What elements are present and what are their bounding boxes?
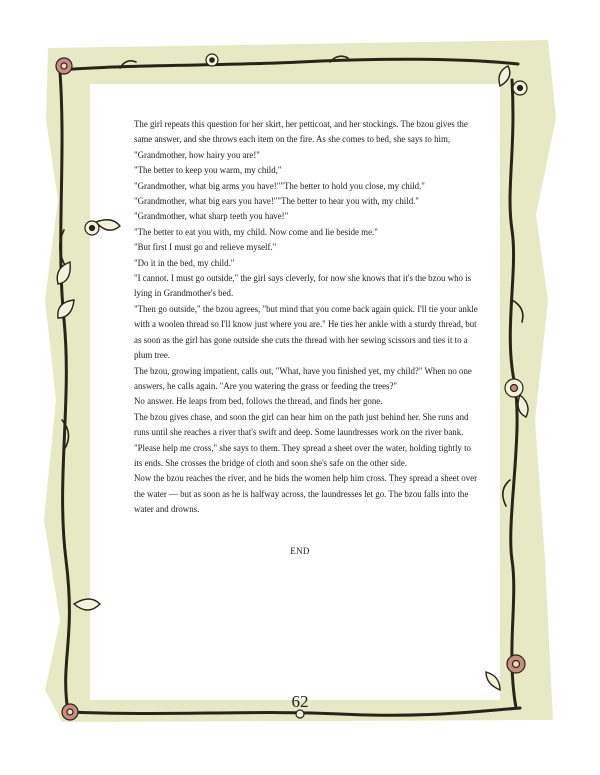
story-paragraph: Now the bzou reaches the river, and he bids the women help him cross. They spread a sheet over the water — but as soon as he is halfway across, the laundresses let go. The bzou falls into the water and drowns.: [134, 473, 478, 515]
story-paragraph: "Grandmother, what big ears you have!""The better to hear you with, my child.": [134, 196, 419, 207]
story-text: [134, 117, 480, 518]
story-paragraph: "Grandmother, what sharp teeth you have!": [134, 211, 289, 222]
story-paragraph: "Grandmother, what big arms you have!""The better to hold you close, my child.": [134, 180, 425, 191]
story-paragraph: "But first I must go and relieve myself.": [134, 242, 277, 253]
story-paragraph: "I cannot. I must go outside," the girl says cleverly, for now she knows that it's the bzou who is lying in Grandmother's bed.: [134, 273, 472, 299]
page-number: 62: [291, 692, 309, 711]
story-paragraph: No answer. He leaps from bed, follows the thread, and finds her gone.: [134, 396, 383, 407]
story-paragraph: The bzou, growing impatient, calls out, "What, have you finished yet, my child?" When no one answers, he calls again. "Are you watering the grass or feeding the trees?": [134, 365, 472, 391]
story-paragraph: The girl repeats this question for her skirt, her petticoat, and her stockings. The bzou gives the same answer, and she throws each item on the fire. As she comes to bed, she says to him, "Grandmother, how hairy you are!": [134, 119, 468, 160]
story-paragraph: The bzou gives chase, and soon the girl can hear him on the path just behind her. She runs and runs until she reaches a river that's swift and deep. Some laundresses work on the river bank. "Please help me cross," she says to them. They spread a sheet over the water, holding tightly to its ends. She crosses the bridge of cloth and soon she's safe on the other side.: [134, 411, 471, 468]
story-paragraph: "The better to keep you warm, my child,": [134, 165, 282, 176]
end-label: END: [290, 546, 310, 556]
story-paragraph: "Then go outside," the bzou agrees, "but mind that you come back again quick. I'll tie your ankle with a woolen thread so I'll know just where you are." He ties her ankle with a sturdy thread, but as soon as the girl has gone outside she cuts the thread with her sewing scissors and ties it to a plum tree.: [134, 303, 478, 361]
story-paragraph: "Do it in the bed, my child.": [134, 257, 235, 268]
story-paragraph: "The better to eat you with, my child. Now come and lie beside me.": [134, 226, 378, 237]
